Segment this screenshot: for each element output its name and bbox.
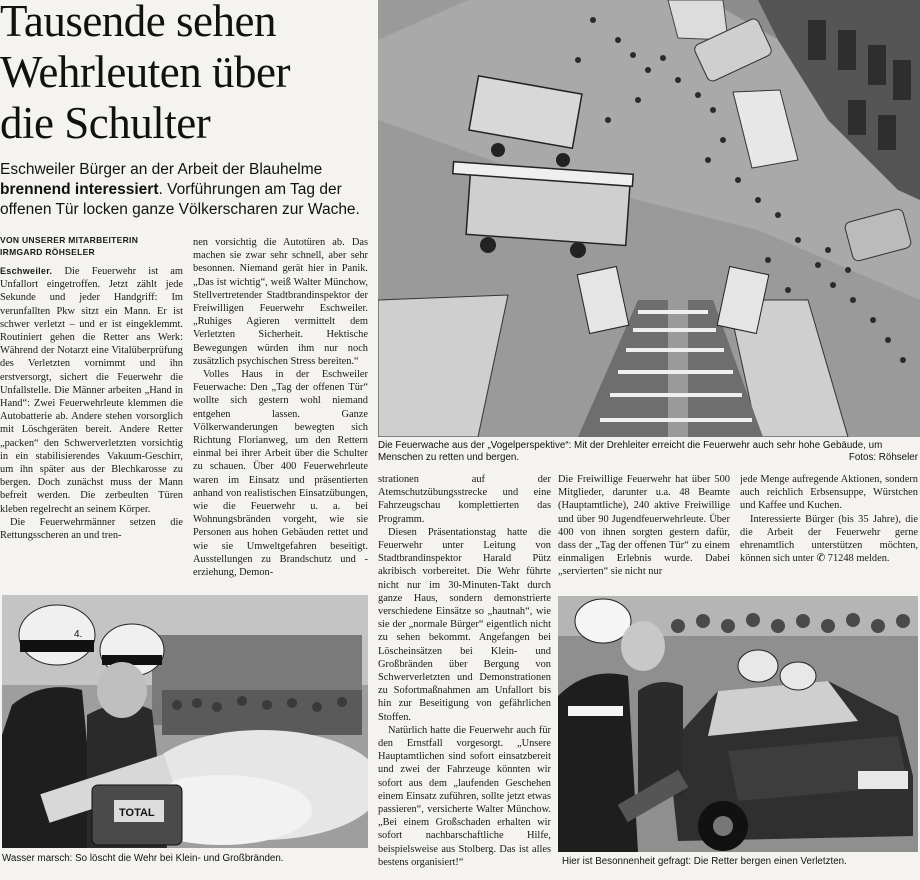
paragraph: Natürlich hatte die Feuerwehr auch für den Ernstfall vorgesorgt. „Unsere Hauptamtlichen sind sofort einsatzbereit und zwei der Fahrzeuge könnten wir sofort aus dem „laufenden Geschehen einem Einsatz zuführen, sollte jetzt etwas passieren“, versicherte Walter Münchow. „Bei einem Großschaden erhalten wir sofort nachbarschaftliche Hilfe, beispielsweise aus Stolberg. Das ist alles bestens organisiert!“ xyxy=(378,724,551,868)
headline-line-3: die Schulter xyxy=(0,98,211,148)
article-column-5 xyxy=(740,473,918,591)
headline xyxy=(0,0,372,149)
paragraph: strationen auf der Atemschutzübungsstrecke und eine Fahrzeugschau komplettierten das Programm. xyxy=(378,474,551,525)
deck-bold: brennend interessiert xyxy=(0,181,159,198)
paragraph-text: Die Feuerwehr ist am Unfallort eingetroffen. Jetzt zählt jede Sekunde und jeder Handgriff: Im verunfallten Pkw sitzt ein Mann. Er ist schwer verletzt – und er ist eingeklemmt. Routiniert gehen die Retter ans Werk: Während der Notarzt eine Vitalüberprüfung des Verletzten vornimmt und ihn erstversorgt, sichert die Feuerwehr die Unfallstelle. Die Männer arbeiten „Hand in Hand“: Zwei Feuerwehrleute klemmen die Autobatterie ab. Andere stehen vorsorglich mit Löschgeräten bereit. Andere Retter „packen“ den Schwerverletzten vorsichtig in ein stabilisierendes Vakuum-Geschirr, um ihn später aus der Blechkarosse zu bergen. Doch zunächst muss der Mann befreit werden. Die zerbeulten Türen kleben regelrecht an seinem Körper. xyxy=(0,266,183,515)
aerial-ladder-photo xyxy=(378,0,920,437)
article-column-1 xyxy=(0,265,183,589)
deck xyxy=(0,160,372,220)
photo-credit: Fotos: Röhseler xyxy=(843,452,918,464)
aerial-photo-caption xyxy=(378,440,920,464)
rescue-photo-caption: Hier ist Besonnenheit gefragt: Die Retter bergen einen Verletzten. xyxy=(562,856,847,867)
paragraph: Interessierte Bürger (bis 35 Jahre), die die Arbeit der Feuerwehr gerne ehrenamtlich unterstützen möchten, können sich unter ✆ 71248 melden. xyxy=(740,513,918,565)
article-column-3 xyxy=(378,473,551,870)
paragraph: Die Feuerwehrmänner setzen die Rettungsscheren an und tren- xyxy=(0,516,183,542)
firefighters-extinguisher-photo xyxy=(2,595,368,848)
dateline: Eschweiler. xyxy=(0,266,53,276)
paragraph: jede Menge aufregende Aktionen, sondern auch reichlich Erbsensuppe, Würstchen und Kaffee und Kuchen. xyxy=(740,474,918,512)
extinguisher-label: TOTAL xyxy=(119,807,155,819)
helmet-number: 4. xyxy=(74,629,83,640)
car-rescue-photo xyxy=(558,596,918,852)
deck-text-1: Eschweiler Bürger an der Arbeit der Blauhelme xyxy=(0,161,323,178)
byline-line-1: VON UNSERER MITARBEITERIN xyxy=(0,235,139,245)
paragraph: Die Freiwillige Feuerwehr hat über 500 Mitglieder, darunter u.a. 48 Beamte (Hauptamtliche), 240 aktive Freiwillige und über 90 Jugendfeuerwehrleute. Über 400 von ihnen sorgten gestern dafür, dass der „Tag der offenen Tür“ zu einem einmaligen Erlebnis wurde. Dabei „servierten“ sie nicht nur xyxy=(558,474,730,578)
caption-text: Die Feuerwache aus der „Vogelperspektive“: Mit der Drehleiter erreicht die Feuerwehr auch sehr hohe Gebäude, um Menschen zu retten und bergen. xyxy=(378,440,883,463)
headline-line-1: Tausende sehen xyxy=(0,0,276,46)
paragraph: Volles Haus in der Eschweiler Feuerwache: Den „Tag der offenen Tür“ wollte sich gestern wohl niemand entgehen lassen. Ganze Völkerwanderungen bewegten sich Richtung Florianweg, um den Rettern einmal bei ihrer Arbeit über die Schulter zu schauen. Über 400 Feuerwehrleute waren im Einsatz und präsentierten anhand von realistischen Einsatzübungen, wie die Feuerwehr u. a. bei Wohnungsbränden vorgeht, wie sie Personen aus hohen Gebäuden rettet und wie sie Umweltgefahren beseitigt. Ausstellungen zu Brandschutz und -erziehung, Demon- xyxy=(193,369,368,579)
byline xyxy=(0,234,185,258)
extinguisher-photo-caption: Wasser marsch: So löscht die Wehr bei Klein- und Großbränden. xyxy=(2,853,284,864)
article-column-4 xyxy=(558,473,730,591)
article-column-2 xyxy=(193,236,368,588)
paragraph: nen vorsichtig die Autotüren ab. Das machen sie zwar sehr schnell, aber sehr besonnen. Niemand gerät hier in Panik. „Das ist wichtig“, weiß Walter Münchow, Stellvertretender Stadtbrandinspektor der Freiwilligen Feuerwehr Eschweiler. „Ruhiges Agieren vermittelt dem Verletzten Sicherheit. Hektische Bewegungen würden ihm nur noch zusätzlich psychischen Stress bereiten.“ xyxy=(193,237,368,367)
paragraph xyxy=(0,265,183,516)
headline-line-2: Wehrleuten über xyxy=(0,47,290,97)
paragraph: Diesen Präsentationstag hatte die Feuerwehr unter Leitung von Stadtbrandinspektor Harald Pütz akribisch vorbereitet. Die Wehr führte nicht nur im 30-Minuten-Takt durch ganze Haus, sondern demonstrierte verschiedene Einsätze so „hautnah“, wie sie der „normale Bürger“ eigentlich nicht zu sehen bekommt. Angefangen bei Löscheinsätzen bei Klein- und Großbränden über Bergung von Schwerverletzten und Demonstrationen zu Sofortmaßnahmen am Unfallort bis hin zur Beseitigung von gefährlichen Stoffen. xyxy=(378,526,551,723)
byline-author: IRMGARD RÖHSELER xyxy=(0,247,95,257)
deck-text-2: . Vorführungen am Tag der offenen Tür locken ganze Völkerscharen zur Wache. xyxy=(0,181,360,218)
